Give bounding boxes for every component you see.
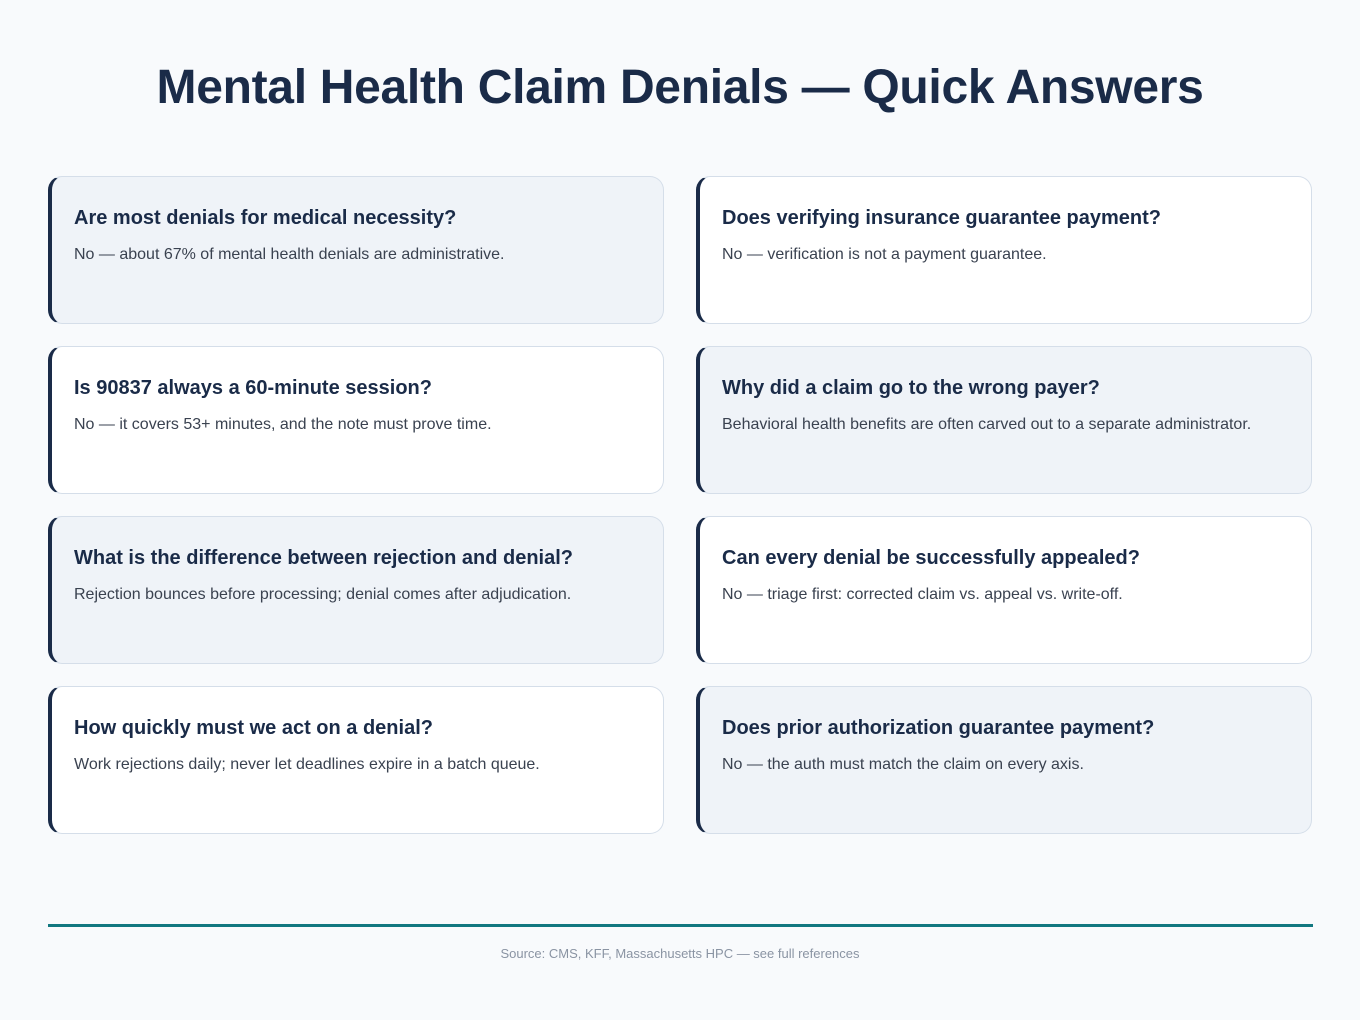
card-answer: No — triage first: corrected claim vs. appeal vs. write-off. bbox=[722, 586, 1123, 603]
card-question: How quickly must we act on a denial? bbox=[74, 717, 433, 739]
card-answer: No — verification is not a payment guarantee. bbox=[722, 246, 1047, 263]
card-question: Can every denial be successfully appealed? bbox=[722, 547, 1140, 569]
faq-card-grid bbox=[48, 176, 1312, 834]
card-question: Does prior authorization guarantee payment? bbox=[722, 717, 1155, 739]
footer-divider bbox=[48, 924, 1313, 927]
faq-card-verifying-insurance bbox=[696, 176, 1312, 324]
faq-card-act-quickly bbox=[48, 686, 664, 834]
faq-card-medical-necessity bbox=[48, 176, 664, 324]
footer-source: Source: CMS, KFF, Massachusetts HPC — see full references bbox=[500, 946, 860, 961]
card-question: What is the difference between rejection and denial? bbox=[74, 547, 573, 569]
card-question: Is 90837 always a 60-minute session? bbox=[74, 377, 432, 399]
card-answer: Behavioral health benefits are often carved out to a separate administrator. bbox=[722, 416, 1252, 433]
faq-card-wrong-payer bbox=[696, 346, 1312, 494]
faq-card-prior-authorization bbox=[696, 686, 1312, 834]
card-question: Are most denials for medical necessity? bbox=[74, 207, 457, 229]
card-answer: No — about 67% of mental health denials are administrative. bbox=[74, 246, 505, 263]
card-question: Does verifying insurance guarantee payment? bbox=[722, 207, 1162, 229]
card-answer: No — it covers 53+ minutes, and the note must prove time. bbox=[74, 416, 492, 433]
faq-card-rejection-vs-denial bbox=[48, 516, 664, 664]
faq-card-90837-session bbox=[48, 346, 664, 494]
faq-card-appeal bbox=[696, 516, 1312, 664]
card-question: Why did a claim go to the wrong payer? bbox=[722, 377, 1100, 399]
card-answer: No — the auth must match the claim on every axis. bbox=[722, 756, 1084, 773]
card-answer: Rejection bounces before processing; denial comes after adjudication. bbox=[74, 586, 572, 603]
page-title: Mental Health Claim Denials — Quick Answers bbox=[156, 61, 1204, 114]
card-answer: Work rejections daily; never let deadlines expire in a batch queue. bbox=[74, 756, 540, 773]
